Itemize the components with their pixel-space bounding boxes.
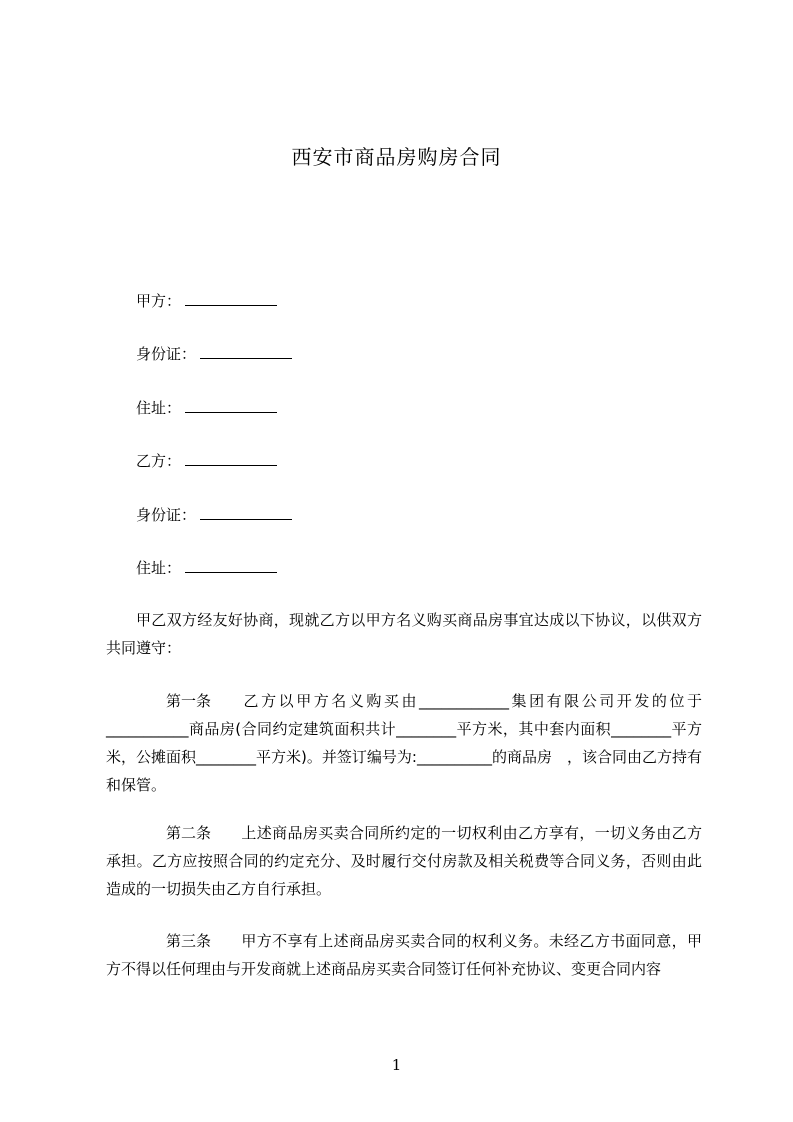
party-a-id-field: [136, 343, 292, 365]
article-3-text: 甲方不享有上述商品房买卖合同的权利义务。未经乙方书面同意，甲方不得以任何理由与开发商就上述商品房买卖合同签订任何补充协议、变更合同内容: [106, 932, 702, 978]
party-a-address-blank: [185, 397, 277, 413]
party-b-address-label: 住址：: [136, 559, 182, 577]
party-a-id-label: 身份证：: [136, 345, 197, 363]
party-a-field: [136, 290, 277, 312]
page-number: 1: [391, 1056, 402, 1074]
preamble-paragraph: 甲乙双方经友好协商，现就乙方以甲方名义购买商品房事宜达成以下协议，以供双方共同遵守：: [106, 611, 702, 657]
party-a-address-label: 住址：: [136, 399, 182, 417]
article-2-heading: 第二条: [166, 824, 212, 842]
party-b-blank: [185, 450, 277, 466]
party-a-blank: [185, 290, 277, 306]
article-2-text: 上述商品房买卖合同所约定的一切权利由乙方享有，一切义务由乙方承担。乙方应按照合同的约定充分、及时履行交付房款及相关税费等合同义务，否则由此造成的一切损失由乙方自行承担。: [106, 824, 702, 898]
article-3: [106, 927, 702, 983]
article-3-heading: 第三条: [166, 932, 212, 950]
party-b-id-label: 身份证：: [136, 506, 197, 524]
party-b-label: 乙方：: [136, 452, 182, 470]
page-title: 西安市商品房购房合同: [291, 145, 502, 169]
party-b-address-blank: [185, 557, 277, 573]
article-1: [106, 687, 702, 799]
party-a-id-blank: [200, 343, 292, 359]
party-b-address-field: [136, 557, 277, 579]
article-1-heading: 第一条: [166, 692, 212, 710]
party-a-address-field: [136, 397, 277, 419]
party-b-field: [136, 450, 277, 472]
article-2: [106, 819, 702, 903]
party-b-id-field: [136, 504, 292, 526]
party-a-label: 甲方：: [136, 292, 182, 310]
article-1-text: 乙方以甲方名义购买由____________集团有限公司开发的位于___________商品房(合同约定建筑面积共计________平方米，其中套内面积________平方米，公摊面积________平方米)。并签订编号为:__________的商品房 ，该合同由乙方持有和保管。: [106, 692, 702, 794]
party-b-id-blank: [200, 504, 292, 520]
